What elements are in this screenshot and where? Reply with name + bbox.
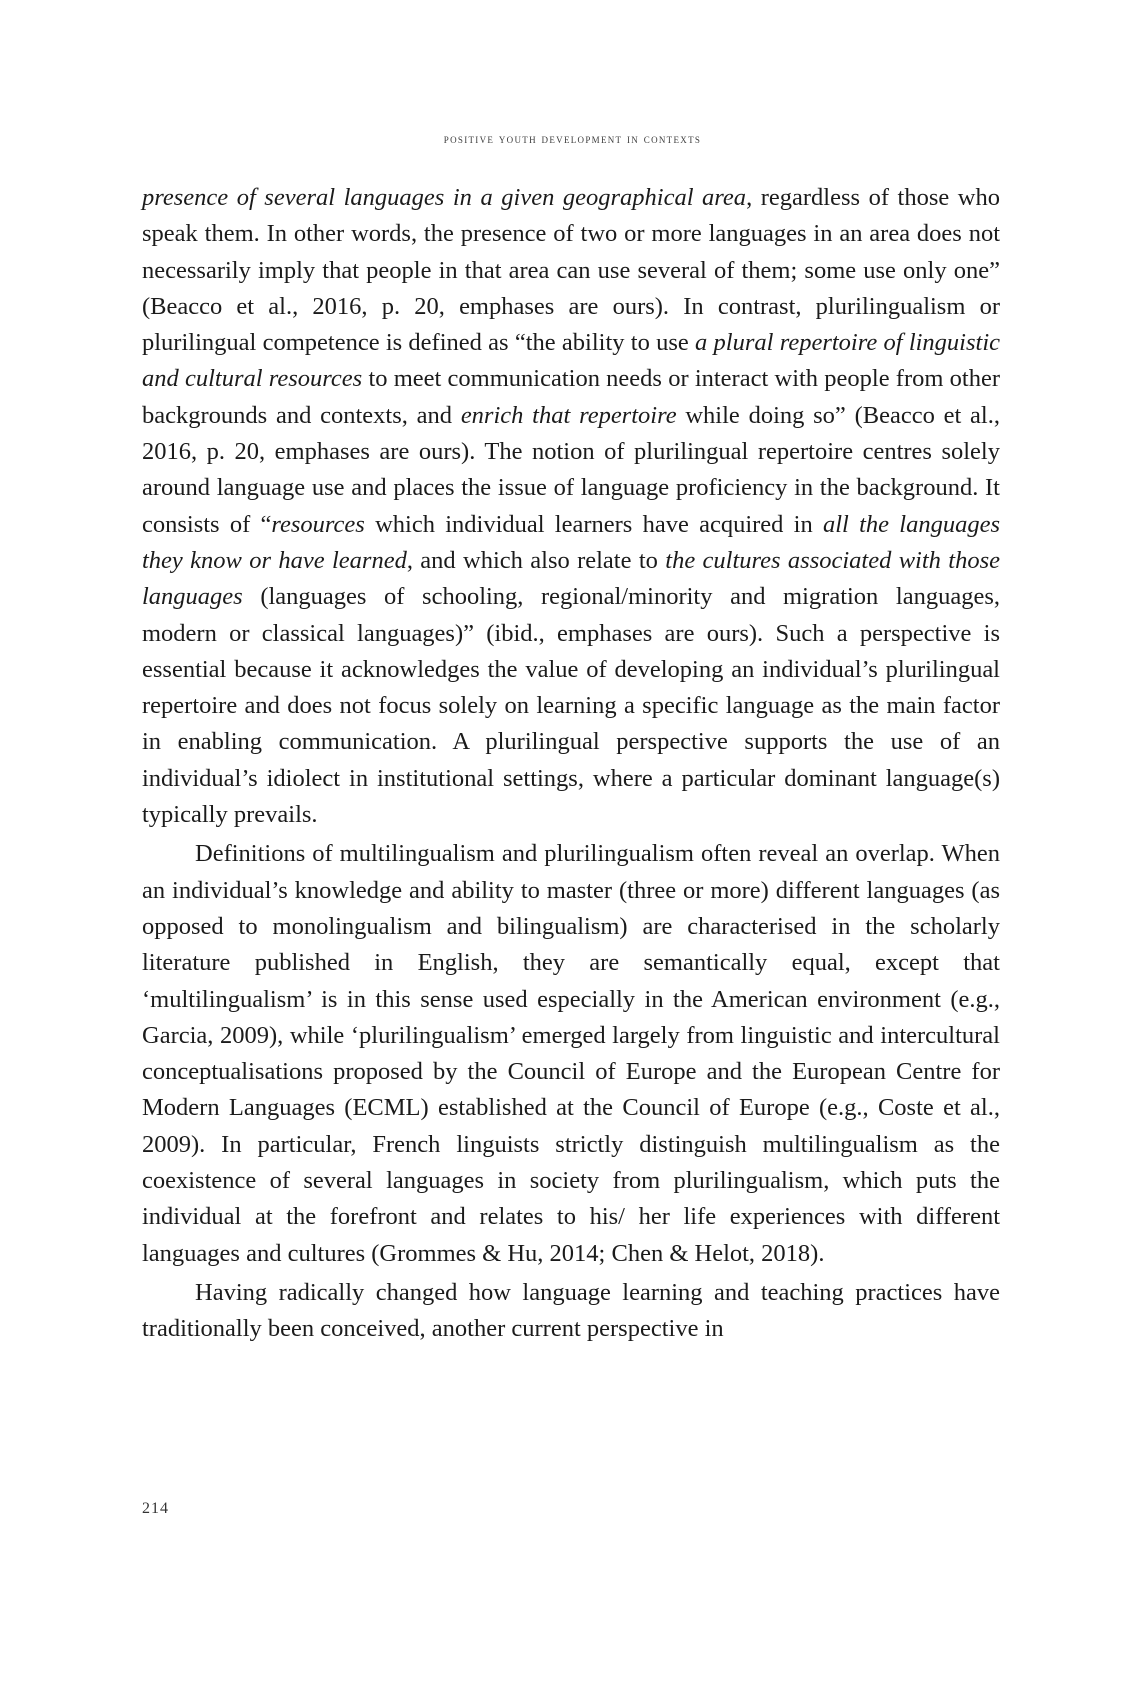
- text-segment: a plural repertoire of linguistic and cultural resources: [142, 329, 1001, 393]
- text-segment: (languages of schooling, regional/minority and migration languages, modern or classical languages)” (ibid., emphases are ours). Such a perspective is essential because it acknowledges the value of developing an individual’s plurilingual repertoire and does not focus solely on learning a specific language as the main factor in enabling communication. A plurilingual perspective supports the use of an individual’s idiolect in institutional settings, where a particular dominant language(s) typically prevails.: [142, 583, 1000, 829]
- text-segment: which individual learners have acquired in: [364, 510, 823, 538]
- paragraph-3: [142, 1275, 1000, 1348]
- page-number: 214: [142, 1500, 169, 1517]
- running-head: positive youth development in contexts: [443, 131, 702, 146]
- text-segment: , and which also relate to: [406, 546, 666, 574]
- text-segment: to meet communication needs or interact with people from other backgrounds and contexts, and: [142, 365, 1000, 429]
- text-segment: Having radically changed how language learning and teaching practices have traditionally been conceived, another current perspective in: [142, 1278, 1000, 1343]
- text-segment: , regardless of those who speak them. In other words, the presence of two or more languages in an area does not necessarily imply that people in that area can use several of them; some use only one” (Beacco et al., 2016, p. 20, emphases are ours). In contrast, plurilingualism or plurilingual competence is defined as “the ability to use: [142, 184, 1001, 357]
- text-segment: Definitions of multilingualism and plurilingualism often reveal an overlap. When an individual’s knowledge and ability to master (three or more) different languages (as opposed to monolingualism and bilingualism) are characterised in the scholarly literature published in English, they are semantically equal, except that ‘multilingualism’ is in this sense used especially in the American environment (e.g., Garcia, 2009), while ‘plurilingualism’ emerged largely from linguistic and intercultural conceptualisations proposed by the Council of Europe and the European Centre for Modern Languages (ECML) established at the Council of Europe (e.g., Coste et al., 2009). In particular, French linguists strictly distinguish multilingualism as the coexistence of several languages in society from plurilingualism, which puts the individual at the forefront and relates to his/ her life experiences with different languages and cultures (Grommes & Hu, 2014; Chen & Helot, 2018).: [142, 840, 1000, 1267]
- body-text: [142, 180, 1000, 1348]
- text-segment: enrich that repertoire: [460, 401, 677, 429]
- text-segment: resources: [271, 510, 365, 538]
- paragraph-2: [142, 836, 1000, 1272]
- text-segment: all the languages they know or have learned: [142, 510, 1000, 574]
- text-segment: the cultures associated with those languages: [142, 546, 1000, 611]
- paragraph-1: [142, 180, 1000, 833]
- text-segment: while doing so” (Beacco et al., 2016, p. 20, emphases are ours). The notion of plurilingual repertoire centres solely around language use and places the issue of language proficiency in the background. It consists of “: [142, 401, 1000, 538]
- text-segment: presence of several languages in a given geographical area: [142, 184, 747, 211]
